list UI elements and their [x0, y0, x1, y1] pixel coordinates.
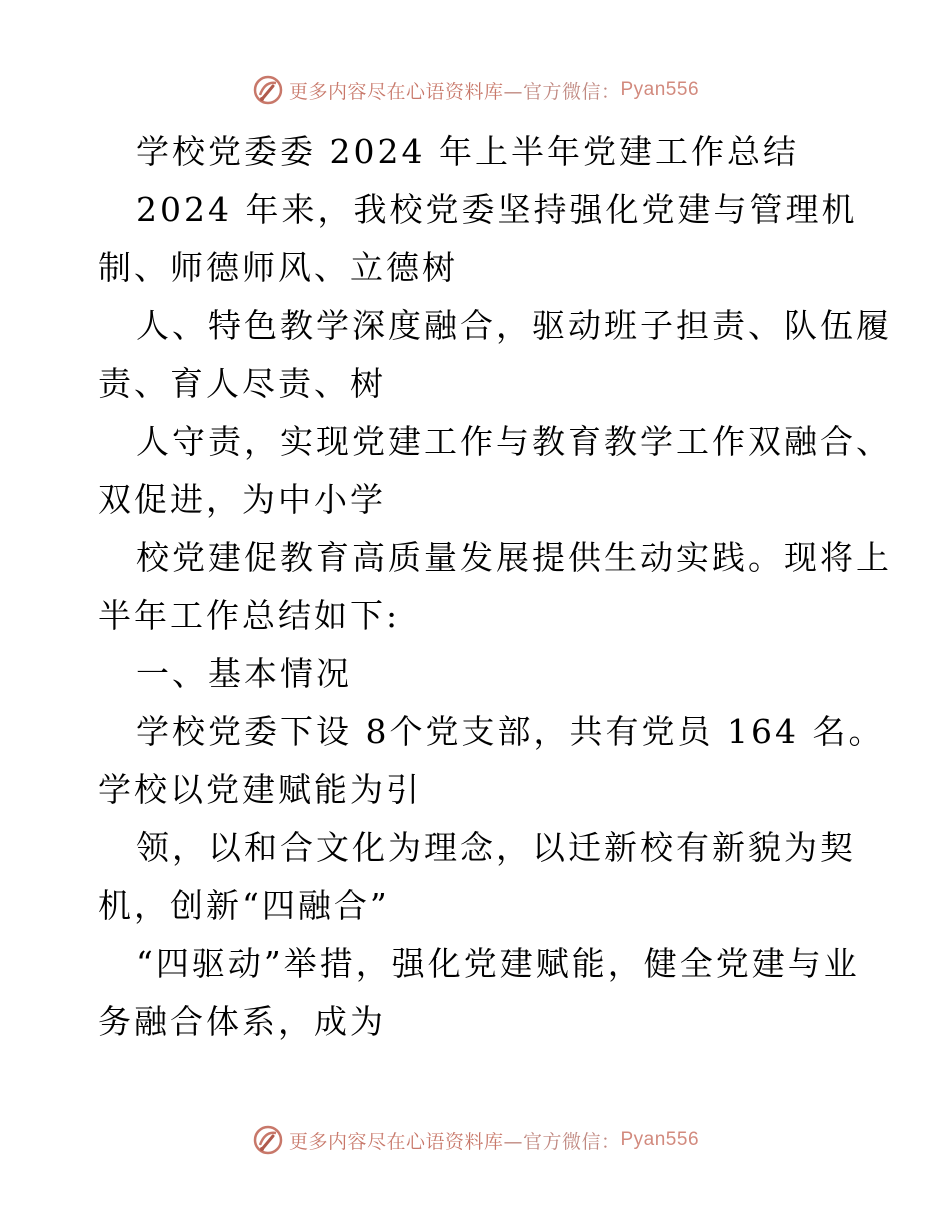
pen-swirl-icon [251, 1123, 285, 1157]
paragraph-line: 务融合体系，成为 [98, 1002, 386, 1041]
pen-swirl-icon [251, 73, 285, 107]
paragraph-line: 人守责，实现党建工作与教育教学工作双融合、 [136, 422, 892, 461]
paragraph-line: 学校党委下设 8个党支部，共有党员 164 名。 [136, 712, 885, 751]
paragraph-line: 半年工作总结如下: [98, 596, 401, 635]
paragraph-line: 领，以和合文化为理念，以迁新校有新貌为契 [136, 828, 856, 867]
paragraph-line: 双促进，为中小学 [98, 480, 386, 519]
paragraph-line: 机，创新“四融合” [98, 886, 390, 925]
paragraph-line: 人、特色教学深度融合，驱动班子担责、队伍履 [136, 306, 892, 345]
watermark-title: 更多内容尽在心语资料库 [288, 1130, 504, 1153]
paragraph-line: 责、育人尽责、树 [98, 364, 386, 403]
watermark-header [0, 70, 950, 110]
watermark-wechat-id: Pyan556 [620, 79, 700, 100]
document-body [98, 123, 892, 1051]
section-heading: 一、基本情况 [136, 654, 352, 693]
watermark-wechat-id: Pyan556 [620, 1129, 700, 1150]
watermark-footer [0, 1120, 950, 1160]
paragraph-line: 制、师德师风、立德树 [98, 248, 458, 287]
paragraph-line: 校党建促教育高质量发展提供生动实践。现将上 [136, 538, 892, 577]
paragraph-line: “四驱动”举措，强化党建赋能，健全党建与业 [136, 944, 860, 983]
document-title: 学校党委委 2024 年上半年党建工作总结 [136, 132, 799, 171]
paragraph-line: 2024 年来，我校党委坚持强化党建与管理机 [136, 190, 858, 229]
paragraph-line: 学校以党建赋能为引 [98, 770, 422, 809]
watermark-title: 更多内容尽在心语资料库 [288, 80, 504, 103]
watermark-wechat-label: —官方微信： [503, 80, 621, 103]
watermark-wechat-label: —官方微信： [503, 1130, 621, 1153]
